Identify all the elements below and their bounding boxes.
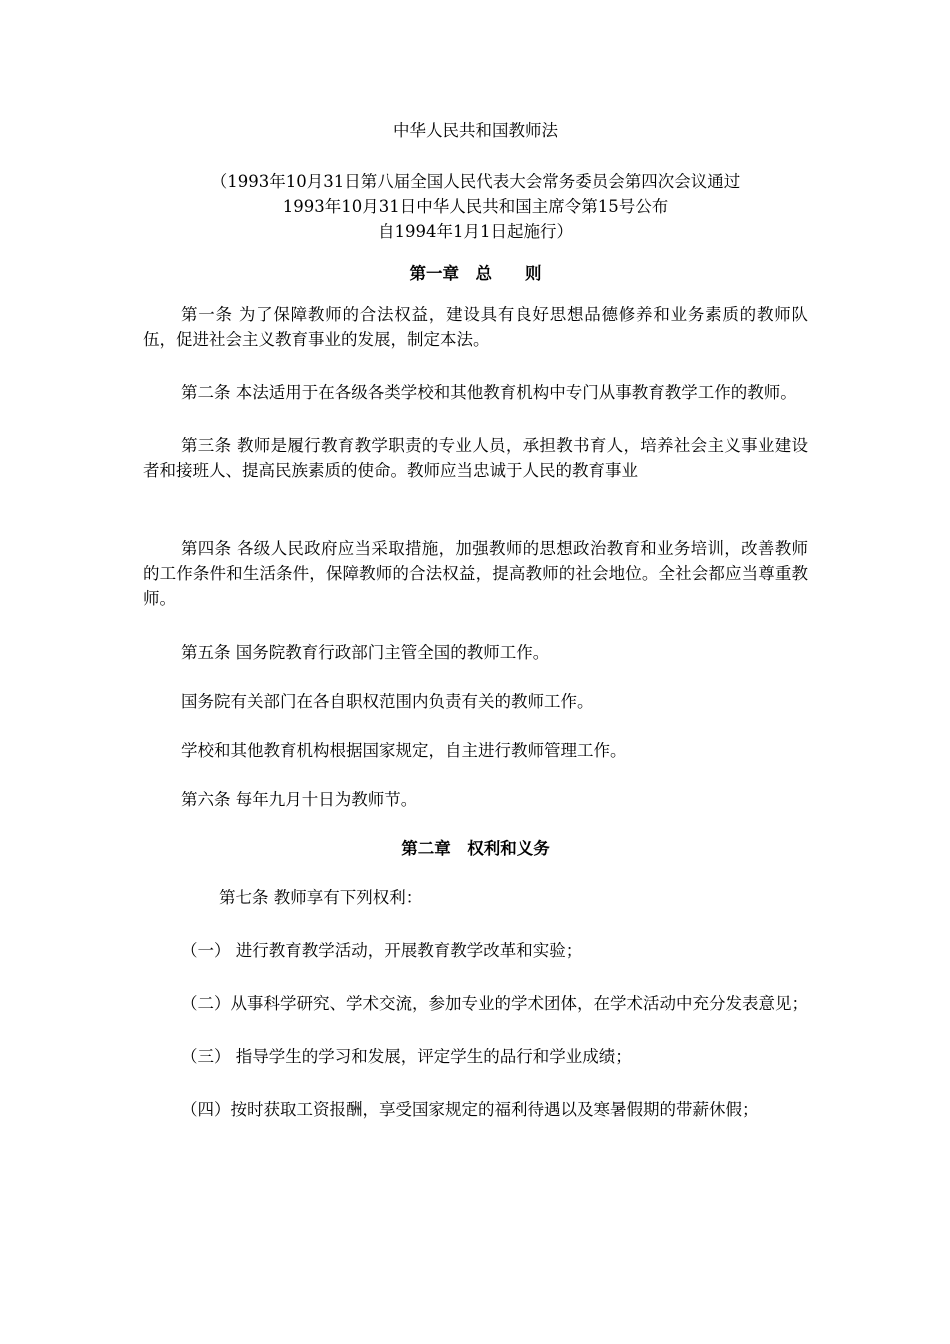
chapter-1-heading: 第一章 总 则 — [409, 264, 542, 283]
article-7-clause-3: （三） 指导学生的学习和发展，评定学生的品行和学业成绩； — [181, 1047, 632, 1066]
adoption-note — [143, 169, 808, 244]
adoption-note-line-2: 1993年10月31日中华人民共和国主席令第15号公布 — [282, 197, 669, 216]
article-3: 第三条 教师是履行教育教学职责的专业人员，承担教书育人，培养社会主义事业建设者和接班人、提高民族素质的使命。教师应当忠诚于人民的教育事业 — [143, 436, 808, 480]
article-5-para-2: 国务院有关部门在各自职权范围内负责有关的教师工作。 — [181, 692, 594, 711]
article-6: 第六条 每年九月十日为教师节。 — [181, 790, 418, 809]
document-title: 中华人民共和国教师法 — [393, 121, 558, 140]
adoption-note-line-1: （1993年10月31日第八届全国人民代表大会常务委员会第四次会议通过 — [210, 172, 741, 191]
article-7-clause-2: （二）从事科学研究、学术交流，参加专业的学术团体，在学术活动中充分发表意见； — [181, 994, 808, 1013]
article-5-para-3: 学校和其他教育机构根据国家规定，自主进行教师管理工作。 — [181, 741, 627, 760]
adoption-note-line-3: 自1994年1月1日起施行） — [378, 222, 573, 241]
chapter-2-heading: 第二章 权利和义务 — [401, 839, 550, 858]
article-7-clause-4: （四）按时获取工资报酬，享受国家规定的福利待遇以及寒暑假期的带薪休假； — [181, 1100, 759, 1119]
article-5: 第五条 国务院教育行政部门主管全国的教师工作。 — [181, 643, 550, 662]
article-2: 第二条 本法适用于在各级各类学校和其他教育机构中专门从事教育教学工作的教师。 — [181, 383, 797, 402]
article-7: 第七条 教师享有下列权利： — [219, 888, 423, 907]
document-body — [143, 118, 808, 1122]
article-7-clause-1: （一） 进行教育教学活动，开展教育教学改革和实验； — [181, 941, 583, 960]
article-4: 第四条 各级人民政府应当采取措施，加强教师的思想政治教育和业务培训，改善教师的工作条件和生活条件，保障教师的合法权益，提高教师的社会地位。全社会都应当尊重教师。 — [143, 539, 808, 608]
article-1: 第一条 为了保障教师的合法权益，建设具有良好思想品德修养和业务素质的教师队伍，促进社会主义教育事业的发展，制定本法。 — [143, 305, 808, 349]
